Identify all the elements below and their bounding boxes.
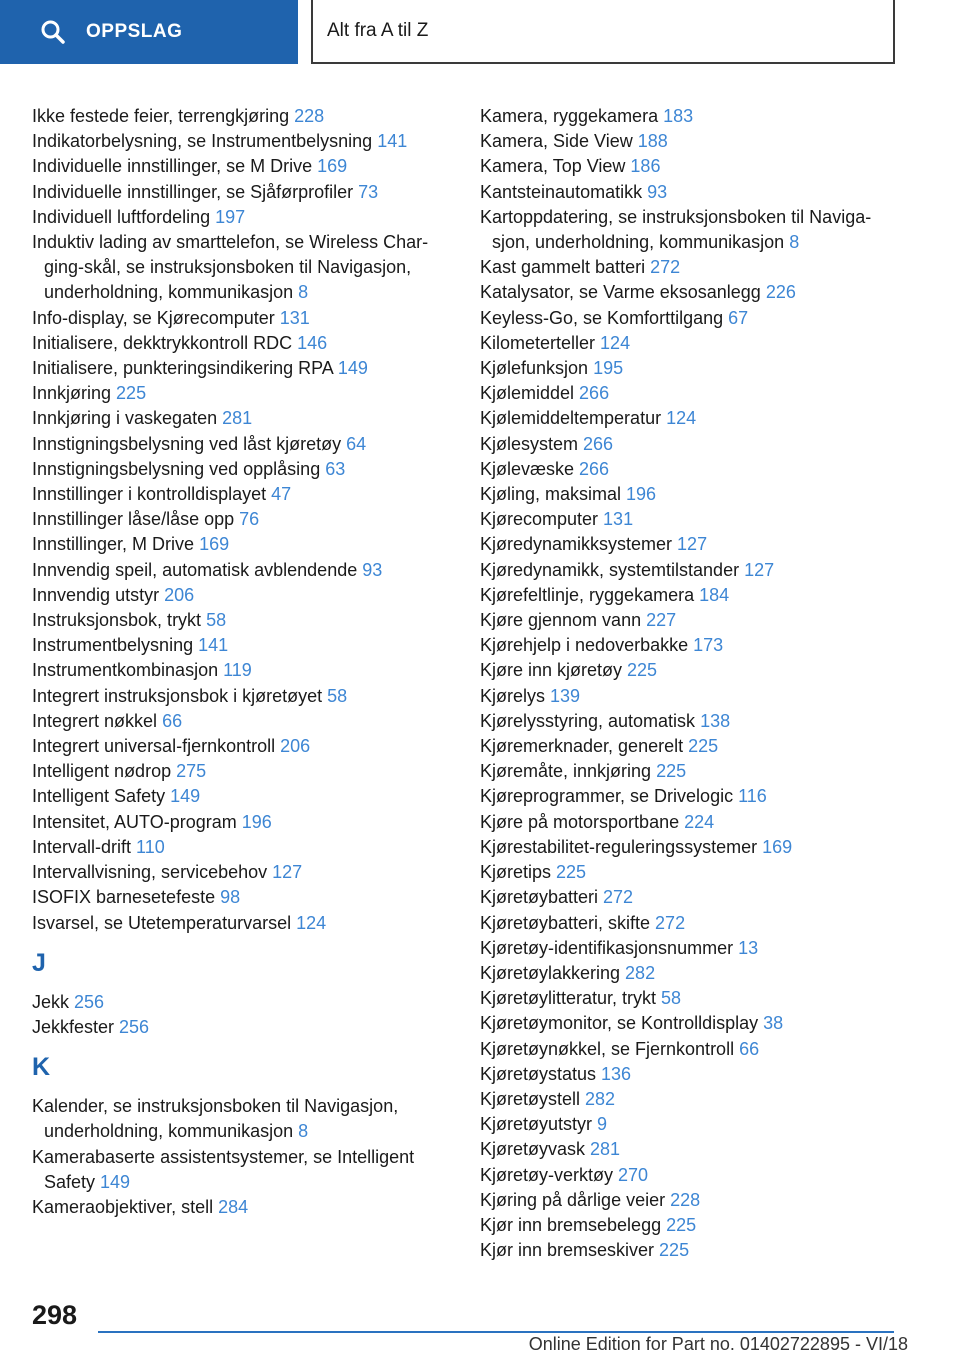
- index-entry-text: Kjøretøylitteratur, trykt: [480, 988, 662, 1009]
- index-entry-text: Kjørefeltlinje, ryggekamera: [480, 584, 700, 605]
- index-entry: [32, 990, 462, 1015]
- index-entry: [480, 734, 900, 759]
- index-entry-text: Initialisere, dekktrykkontroll RDC: [32, 332, 298, 353]
- index-entry-text: Kjølefunksjon: [480, 358, 594, 379]
- index-entry: [480, 608, 900, 633]
- index-entry-text: Indikatorbelysning, se Instrumentbelysning: [32, 131, 378, 152]
- index-entry: [480, 457, 900, 482]
- index-page-link[interactable]: 197: [215, 206, 246, 227]
- page-number: 298: [32, 1300, 78, 1330]
- index-page-link[interactable]: 141: [198, 635, 229, 656]
- index-entry-text: Integrert universal-fjernkontroll: [32, 736, 281, 757]
- index-page-link[interactable]: 282: [625, 962, 656, 983]
- index-entry-text: Kjøretøymonitor, se Kontrolldisplay: [480, 1013, 764, 1034]
- index-page-link[interactable]: 272: [655, 912, 686, 933]
- index-entry: [480, 280, 900, 305]
- index-entry: [480, 507, 900, 532]
- index-entry-text: Kamera, Side View: [480, 131, 638, 152]
- index-page-link[interactable]: 225: [656, 761, 687, 782]
- index-entry: [480, 406, 900, 431]
- index-entry-text: Kjøre gjennom vann: [480, 610, 647, 631]
- index-entry-text: Kjørelys: [480, 685, 551, 706]
- index-entry-text: Innstillinger, M Drive: [32, 534, 200, 555]
- index-entry-text: Kjøre inn kjøretøy: [480, 660, 628, 681]
- index-page-link[interactable]: 272: [603, 887, 634, 908]
- index-entry: [32, 532, 462, 557]
- index-entry-text: Kjøreprogrammer, se Drivelogic: [480, 786, 739, 807]
- index-page-link[interactable]: 195: [593, 358, 624, 379]
- index-page-link[interactable]: 139: [550, 685, 581, 706]
- index-entry: [32, 709, 462, 734]
- index-entry-text: Kjørecomputer: [480, 509, 604, 530]
- index-entry-text: Kjølesystem: [480, 433, 584, 454]
- index-entry: [480, 658, 900, 683]
- index-page-link[interactable]: 136: [601, 1063, 632, 1084]
- index-entry: [32, 507, 462, 532]
- index-page-link[interactable]: 127: [744, 559, 775, 580]
- index-page-link[interactable]: 9: [597, 1114, 608, 1135]
- index-entry-text: Kilometerteller: [480, 332, 601, 353]
- index-page-link[interactable]: 228: [294, 106, 325, 126]
- index-page-link[interactable]: 58: [327, 685, 348, 706]
- index-entry-text: Intelligent nødrop: [32, 761, 177, 782]
- index-entry: [32, 860, 462, 885]
- index-entry: [480, 784, 900, 809]
- index-entry-text: Kjør inn bremsebelegg: [480, 1214, 667, 1235]
- index-entry: [32, 406, 462, 431]
- index-entry-text: Kjøretøynøkkel, se Fjernkontroll: [480, 1038, 740, 1059]
- index-page-link[interactable]: 13: [738, 937, 759, 958]
- index-entry-text: Integrert nøkkel: [32, 710, 163, 731]
- index-page-link[interactable]: 66: [162, 710, 183, 731]
- index-entry: [480, 684, 900, 709]
- index-page-link[interactable]: 186: [630, 156, 661, 177]
- index-entry: [32, 684, 462, 709]
- index-entry-text: Innstigningsbelysning ved låst kjøretøy: [32, 433, 347, 454]
- index-entry: [32, 1094, 462, 1144]
- index-page-link[interactable]: 228: [670, 1189, 701, 1210]
- index-page-link[interactable]: 266: [579, 383, 610, 404]
- index-entry-text: Kjør inn bremseskiver: [480, 1240, 660, 1261]
- index-entry: [480, 1011, 900, 1036]
- index-page-link[interactable]: 124: [296, 912, 327, 933]
- index-entry-text: Katalysator, se Varme eksosanlegg: [480, 282, 766, 303]
- index-page-link[interactable]: 66: [739, 1038, 760, 1059]
- index-page-link[interactable]: 149: [170, 786, 201, 807]
- index-page-link[interactable]: 270: [618, 1164, 649, 1185]
- index-page-link[interactable]: 64: [346, 433, 367, 454]
- index-entry: [32, 306, 462, 331]
- index-page-link[interactable]: 116: [738, 786, 767, 807]
- index-entry: [480, 154, 900, 179]
- index-entry-text: Kantsteinautomatikk: [480, 181, 648, 202]
- index-entry-text: Kjørehjelp i nedoverbakke: [480, 635, 694, 656]
- index-page-link[interactable]: 225: [659, 1240, 690, 1261]
- index-page-link[interactable]: 225: [116, 383, 147, 404]
- index-entry: [480, 835, 900, 860]
- index-entry-text: Intensitet, AUTO-program: [32, 811, 242, 832]
- index-entry: [480, 306, 900, 331]
- index-entry-text: Induktiv lading av smarttelefon, se Wireless Char-ging-skål, se instruksjonsboken til Navigasjon, underholdning, kommunikasjon: [32, 232, 429, 303]
- index-entry-text: Kjølemiddel: [480, 383, 580, 404]
- index-entry: [32, 205, 462, 230]
- index-entry-text: Intervallvisning, servicebehov: [32, 862, 273, 883]
- index-entry: [480, 1188, 900, 1213]
- index-page-link[interactable]: 73: [358, 181, 379, 202]
- index-page-link[interactable]: 224: [684, 811, 715, 832]
- index-page-link[interactable]: 76: [239, 509, 260, 530]
- index-entry: [480, 986, 900, 1011]
- index-entry: [480, 129, 900, 154]
- index-page-link[interactable]: 8: [298, 1121, 309, 1142]
- index-page-link[interactable]: 124: [600, 332, 631, 353]
- index-entry-text: Innstigningsbelysning ved opplåsing: [32, 458, 326, 479]
- index-page-link[interactable]: 225: [627, 660, 658, 681]
- index-entry-text: Kjøretøy-verktøy: [480, 1164, 618, 1185]
- index-entry: [480, 1137, 900, 1162]
- index-entry: [32, 784, 462, 809]
- index-entry-text: ISOFIX barnesetefeste: [32, 887, 221, 908]
- index-page-link[interactable]: 47: [271, 484, 292, 505]
- index-entry-text: Innstillinger i kontrolldisplayet: [32, 484, 272, 505]
- index-page-link[interactable]: 284: [218, 1196, 249, 1217]
- index-entry: [480, 381, 900, 406]
- index-entry: [32, 658, 462, 683]
- index-entry: [480, 1163, 900, 1188]
- index-column-right: [480, 104, 900, 1263]
- index-entry-text: Instrumentbelysning: [32, 635, 199, 656]
- index-entry-text: Integrert instruksjonsbok i kjøretøyet: [32, 685, 328, 706]
- index-entry: [480, 1037, 900, 1062]
- section-title: Alt fra A til Z: [327, 20, 429, 41]
- index-entry: [480, 180, 900, 205]
- index-page-link[interactable]: 8: [298, 282, 309, 303]
- index-page-link[interactable]: 98: [220, 887, 241, 908]
- index-entry: [480, 1062, 900, 1087]
- index-page-link[interactable]: 149: [337, 358, 368, 379]
- index-entry-text: Instruksjonsbok, trykt: [32, 610, 207, 631]
- index-page-link[interactable]: 225: [688, 736, 719, 757]
- index-page-link[interactable]: 58: [661, 988, 682, 1009]
- index-entry: [32, 734, 462, 759]
- index-entry-text: Individuelle innstillinger, se Sjåførprofiler: [32, 181, 359, 202]
- index-entry: [32, 810, 462, 835]
- index-page-link[interactable]: 225: [556, 862, 587, 883]
- index-entry-text: Jekk: [32, 991, 75, 1012]
- index-entry: [480, 255, 900, 280]
- section-letter: J: [32, 948, 46, 977]
- index-entry: [480, 432, 900, 457]
- index-page-link[interactable]: 256: [119, 1016, 150, 1037]
- index-entry: [32, 104, 462, 129]
- index-entry-text: Kjøling, maksimal: [480, 484, 627, 505]
- index-page-link[interactable]: 196: [241, 811, 272, 832]
- index-entry: [32, 457, 462, 482]
- index-entry-text: Kjøretøybatteri, skifte: [480, 912, 656, 933]
- index-entry-text: Innkjøring: [32, 383, 117, 404]
- index-entry-text: Initialisere, punkteringsindikering RPA: [32, 358, 338, 379]
- index-page-link[interactable]: 127: [677, 534, 708, 555]
- index-entry-text: Individuell luftfordeling: [32, 206, 216, 227]
- footer-divider: [98, 1331, 894, 1333]
- index-entry: [32, 558, 462, 583]
- index-entry-text: Kameraobjektiver, stell: [32, 1196, 219, 1217]
- index-page-link[interactable]: 138: [700, 710, 731, 731]
- index-page-link[interactable]: 124: [666, 408, 697, 429]
- index-entry: [32, 154, 462, 179]
- index-entry-text: Info-display, se Kjørecomputer: [32, 307, 280, 328]
- index-page-link[interactable]: 282: [585, 1088, 616, 1109]
- index-page-link[interactable]: 93: [362, 559, 383, 580]
- index-page-link[interactable]: 110: [136, 836, 165, 857]
- index-entry: [480, 936, 900, 961]
- index-entry-text: Keyless-Go, se Komforttilgang: [480, 307, 729, 328]
- index-entry: [480, 860, 900, 885]
- index-page-link[interactable]: 196: [626, 484, 657, 505]
- search-icon: [40, 19, 66, 45]
- index-entry: [32, 482, 462, 507]
- index-page-link[interactable]: 169: [199, 534, 230, 555]
- index-page-link[interactable]: 127: [272, 862, 303, 883]
- index-page-link[interactable]: 93: [647, 181, 668, 202]
- index-entry-text: Kalender, se instruksjonsboken til Navigasjon, underholdning, kommunikasjon: [32, 1096, 399, 1142]
- index-entry: [480, 961, 900, 986]
- index-entry-text: Kjøredynamikksystemer: [480, 534, 678, 555]
- index-entry-text: Kjøring på dårlige veier: [480, 1189, 671, 1210]
- index-entry: [480, 532, 900, 557]
- index-entry: [32, 432, 462, 457]
- index-entry: [480, 356, 900, 381]
- index-entry-text: Kjøretøyutstyr: [480, 1114, 598, 1135]
- index-entry: [32, 230, 462, 306]
- index-entry: [480, 558, 900, 583]
- index-entry: [480, 759, 900, 784]
- index-entry-text: Kjøremerknader, generelt: [480, 736, 689, 757]
- index-entry-text: Innstillinger låse/låse opp: [32, 509, 240, 530]
- index-page-link[interactable]: 266: [583, 433, 614, 454]
- index-entry-text: Kjølevæske: [480, 458, 580, 479]
- index-entry-text: Kjørelysstyring, automatisk: [480, 710, 701, 731]
- index-column-left: [32, 104, 462, 1220]
- index-page-link[interactable]: 256: [74, 991, 105, 1012]
- index-page-link[interactable]: 58: [206, 610, 227, 631]
- index-entry-text: Jekkfester: [32, 1016, 120, 1037]
- index-entry: [32, 633, 462, 658]
- index-entry-text: Kjøre på motorsportbane: [480, 811, 685, 832]
- index-page-link[interactable]: 206: [280, 736, 311, 757]
- index-entry: [32, 608, 462, 633]
- index-entry-text: Kartoppdatering, se instruksjonsboken til Naviga-sjon, underholdning, kommunikasjon: [480, 206, 872, 253]
- index-entry: [32, 759, 462, 784]
- index-entry-text: Kamera, ryggekamera: [480, 106, 664, 126]
- index-entry-text: Intelligent Safety: [32, 786, 171, 807]
- index-entry: [32, 129, 462, 154]
- index-entry-text: Kjøretøylakkering: [480, 962, 626, 983]
- index-entry: [32, 1195, 462, 1220]
- index-page-link[interactable]: 149: [100, 1171, 131, 1192]
- index-page-link[interactable]: 188: [637, 131, 668, 152]
- index-entry: [32, 1015, 462, 1040]
- index-entry: [32, 911, 462, 936]
- index-entry-text: Kjøretøyvask: [480, 1139, 591, 1160]
- index-page-link[interactable]: 141: [377, 131, 408, 152]
- lookup-tab-label: OPPSLAG: [86, 21, 183, 42]
- index-page-link[interactable]: 38: [763, 1013, 784, 1034]
- index-entry-text: Kjøretøystatus: [480, 1063, 602, 1084]
- index-page-link[interactable]: 169: [317, 156, 348, 177]
- index-entry: [32, 381, 462, 406]
- index-page-link[interactable]: 173: [693, 635, 724, 656]
- index-entry-text: Isvarsel, se Utetemperaturvarsel: [32, 912, 297, 933]
- index-page-link[interactable]: 67: [728, 307, 749, 328]
- index-entry-text: Kjøretøystell: [480, 1088, 586, 1109]
- index-entry: [32, 356, 462, 381]
- index-entry-text: Kjøretøy-identifikasjonsnummer: [480, 937, 739, 958]
- index-entry-text: Kjøretøybatteri: [480, 887, 604, 908]
- index-page-link[interactable]: 281: [222, 408, 253, 429]
- index-entry: [480, 104, 900, 129]
- index-page-link[interactable]: 266: [579, 458, 610, 479]
- footer-edition-text: Online Edition for Part no. 01402722895 - VI/18: [528, 1334, 908, 1354]
- index-entry: [480, 633, 900, 658]
- index-entry: [480, 1112, 900, 1137]
- index-entry: [480, 810, 900, 835]
- index-entry: [480, 911, 900, 936]
- index-entry-text: Innkjøring i vaskegaten: [32, 408, 223, 429]
- index-page-link[interactable]: 8: [789, 232, 800, 253]
- index-entry-text: Kjøretips: [480, 862, 557, 883]
- index-entry-text: Intervall-drift: [32, 836, 137, 857]
- lookup-tab[interactable]: [0, 0, 298, 64]
- index-entry-text: Innvendig speil, automatisk avblendende: [32, 559, 363, 580]
- index-entry: [480, 1213, 900, 1238]
- index-entry: [480, 205, 900, 255]
- index-entry: [32, 835, 462, 860]
- index-entry: [32, 180, 462, 205]
- index-entry-text: Kjøredynamikk, systemtilstander: [480, 559, 745, 580]
- index-entry: [480, 583, 900, 608]
- index-page-link[interactable]: 225: [666, 1214, 697, 1235]
- section-letter: K: [32, 1053, 51, 1082]
- index-entry: [32, 583, 462, 608]
- index-page-link[interactable]: 275: [176, 761, 207, 782]
- index-page-link[interactable]: 119: [223, 660, 252, 681]
- index-page-link[interactable]: 226: [765, 282, 796, 303]
- index-page-link[interactable]: 131: [279, 307, 310, 328]
- index-entry-text: Kamerabaserte assistentsystemer, se Intelligent Safety: [32, 1146, 415, 1192]
- index-entry-text: Ikke festede feier, terrengkjøring: [32, 106, 295, 126]
- index-page-link[interactable]: 183: [663, 106, 694, 126]
- index-entry-text: Kast gammelt batteri: [480, 257, 651, 278]
- index-entry: [32, 885, 462, 910]
- index-entry-text: Individuelle innstillinger, se M Drive: [32, 156, 318, 177]
- index-entry-text: Instrumentkombinasjon: [32, 660, 224, 681]
- index-page-link[interactable]: 169: [762, 836, 793, 857]
- index-page-link[interactable]: 206: [164, 584, 195, 605]
- index-entry: [480, 482, 900, 507]
- index-entry-text: Kjøremåte, innkjøring: [480, 761, 657, 782]
- index-entry-text: Kamera, Top View: [480, 156, 631, 177]
- index-entry: [32, 1145, 462, 1195]
- index-entry: [480, 709, 900, 734]
- index-entry-text: Kjørestabilitet-reguleringssystemer: [480, 836, 763, 857]
- index-page-link[interactable]: 281: [590, 1139, 621, 1160]
- index-page-link[interactable]: 227: [646, 610, 677, 631]
- index-page-link[interactable]: 272: [650, 257, 681, 278]
- index-page-link[interactable]: 184: [699, 584, 730, 605]
- index-entry: [480, 885, 900, 910]
- index-page-link[interactable]: 63: [325, 458, 346, 479]
- index-entry: [480, 1238, 900, 1263]
- index-entry-text: Kjølemiddeltemperatur: [480, 408, 667, 429]
- section-header: [311, 0, 895, 64]
- index-entry: [480, 1087, 900, 1112]
- index-entry: [32, 331, 462, 356]
- index-entry-text: Innvendig utstyr: [32, 584, 165, 605]
- index-entry: [480, 331, 900, 356]
- index-page-link[interactable]: 146: [297, 332, 328, 353]
- index-page-link[interactable]: 131: [603, 509, 634, 530]
